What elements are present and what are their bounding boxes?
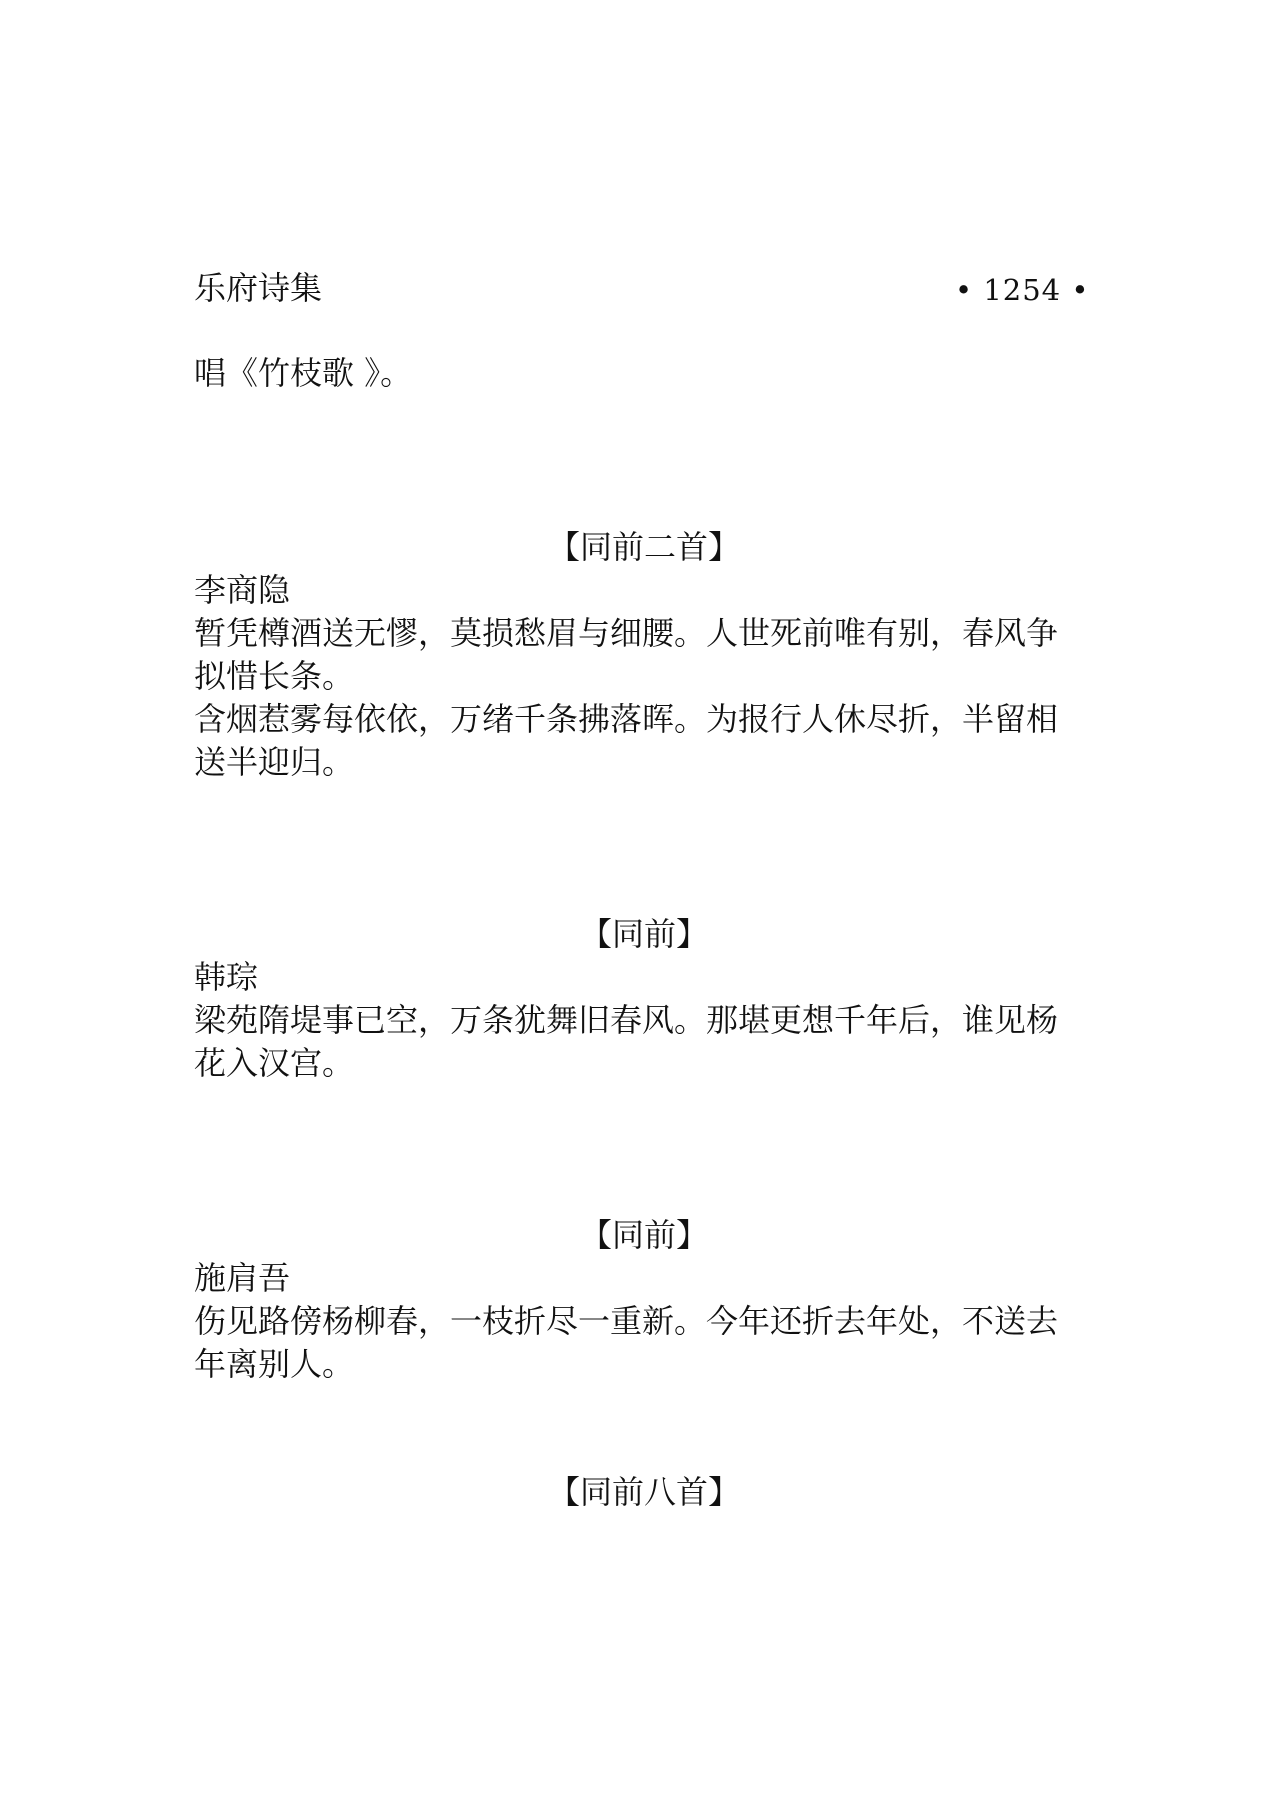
- poem-line: 拟惜长条。: [194, 657, 355, 695]
- section-heading: 【同前】: [579, 915, 708, 953]
- continuation-text: 唱《竹枝歌 》。: [194, 354, 413, 392]
- poem-author: 韩琮: [194, 958, 259, 996]
- section-heading: 【同前八首】: [547, 1473, 740, 1511]
- poem-line: 年离别人。: [194, 1345, 355, 1383]
- poem-line: 花入汉宫。: [194, 1044, 355, 1082]
- section-heading: 【同前】: [579, 1216, 708, 1254]
- poem-line: 暂凭樽酒送无憀，莫损愁眉与细腰。人世死前唯有别，春风争: [194, 614, 1059, 652]
- poem-line: 含烟惹雾每依依，万绪千条拂落晖。为报行人休尽折，半留相: [194, 700, 1059, 738]
- book-title: 乐府诗集: [194, 269, 323, 307]
- poem-author: 施肩吾: [194, 1259, 291, 1297]
- section-heading: 【同前二首】: [547, 528, 740, 566]
- poem-line: 梁苑隋堤事已空，万条犹舞旧春风。那堪更想千年后，谁见杨: [194, 1001, 1059, 1039]
- page-number: • 1254 •: [955, 273, 1090, 307]
- poem-line: 伤见路傍杨柳春，一枝折尽一重新。今年还折去年处，不送去: [194, 1302, 1059, 1340]
- poem-author: 李商隐: [194, 571, 291, 609]
- poem-line: 送半迎归。: [194, 743, 355, 781]
